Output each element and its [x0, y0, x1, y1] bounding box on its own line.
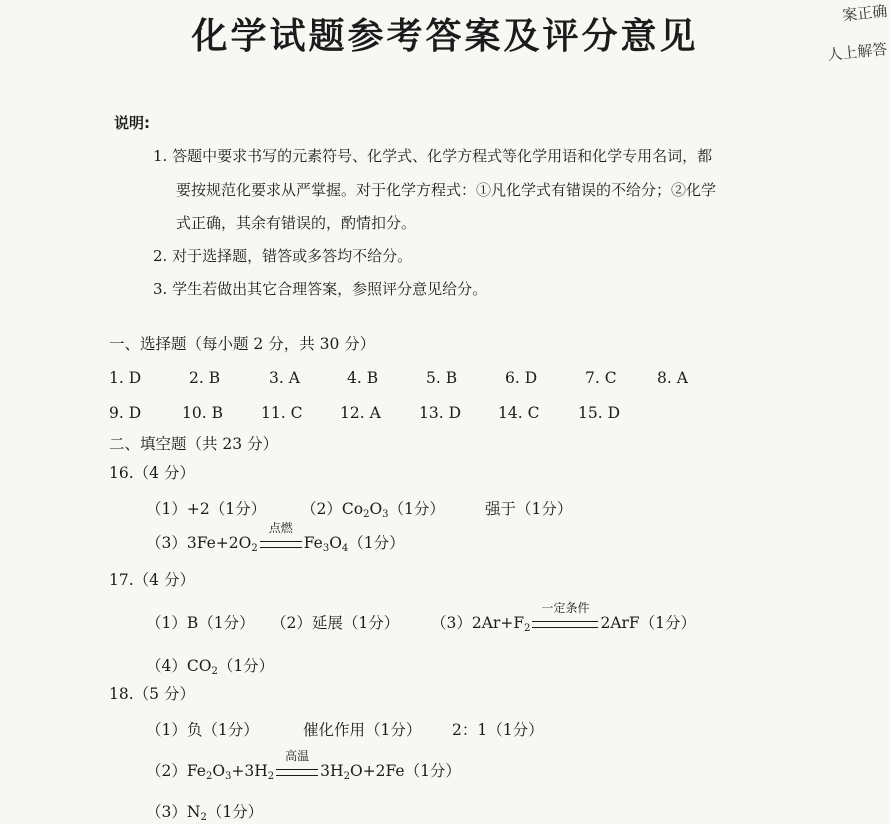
corner-fragment-bottom: 人上解答	[826, 39, 889, 65]
answer-item: 2. B	[189, 369, 221, 387]
answer-item: 15. D	[578, 404, 621, 422]
q18-answer-4: $(3)N_2(1$分）	[146, 803, 264, 823]
section1-heading: 一、选择题（每小题 2 分，共 30 分）	[109, 335, 376, 353]
answer-item: 13. D	[419, 404, 462, 422]
q16-answer-1: （1）+2（1分）	[146, 500, 267, 518]
q16-answer-2: $(2)Co_2O_3(1$分）	[301, 500, 445, 520]
answer-item: 1. D	[109, 369, 142, 387]
corner-fragment-top: 案正确	[841, 1, 889, 25]
answer-item: 3. A	[269, 369, 300, 387]
reaction-arrow: 一定条件	[530, 614, 600, 632]
q16-equation: $(3)3Fe+2O_2$ 点燃 $Fe_3O_4(1$分）	[146, 521, 405, 554]
section2-heading: 二、填空题（共 23 分）	[109, 435, 279, 453]
q18-heading: 18.（5 分）	[109, 685, 195, 703]
answer-item: 10. B	[182, 404, 223, 422]
q18-answer-3: 2：1（1分）	[452, 721, 544, 739]
q17-answer-4: $(4)CO_2(1$分）	[146, 657, 275, 677]
note-line-2: 要按规范化要求从严掌握。对于化学方程式：①凡化学式有错误的不给分；②化学	[176, 181, 717, 199]
reaction-arrow: 点燃	[258, 534, 304, 552]
answer-item: 12. A	[340, 404, 381, 422]
reaction-arrow: 高温	[274, 762, 320, 780]
q17-answer-1: （1）B（1分）	[146, 614, 255, 632]
note-line-1: 1. 答题中要求书写的元素符号、化学式、化学方程式等化学用语和化学专用名词，都	[153, 147, 713, 165]
note-line-5: 3. 学生若做出其它合理答案，参照评分意见给分。	[153, 280, 488, 298]
answer-item: 4. B	[347, 369, 379, 387]
note-line-3: 式正确，其余有错误的，酌情扣分。	[176, 214, 417, 232]
q18-answer-2: 催化作用（1分）	[303, 721, 422, 739]
answer-item: 6. D	[505, 369, 538, 387]
q16-answer-3: 强于（1分）	[485, 500, 573, 518]
notes-label: 说明:	[114, 114, 150, 132]
note-line-4: 2. 对于选择题，错答或多答均不给分。	[153, 247, 413, 265]
answer-item: 14. C	[498, 404, 540, 422]
answer-item: 7. C	[585, 369, 617, 387]
q18-equation: $(2)Fe_2O_3+3H_2$ 高温 $3H_2O+2Fe(1$分）	[146, 749, 461, 782]
q16-heading: 16.（4 分）	[109, 464, 195, 482]
answer-item: 11. C	[261, 404, 303, 422]
q18-answer-1: （1）负（1分）	[146, 721, 259, 739]
q17-answer-2: （2）延展（1分）	[271, 614, 400, 632]
answer-item: 9. D	[109, 404, 142, 422]
page-title: 化学试题参考答案及评分意见	[191, 16, 699, 57]
answer-item: 5. B	[426, 369, 458, 387]
q17-equation: $(3)2Ar+F_2$ 一定条件 2ArF（1分）	[431, 601, 697, 634]
q17-heading: 17.（4 分）	[109, 571, 195, 589]
answer-item: 8. A	[657, 369, 688, 387]
